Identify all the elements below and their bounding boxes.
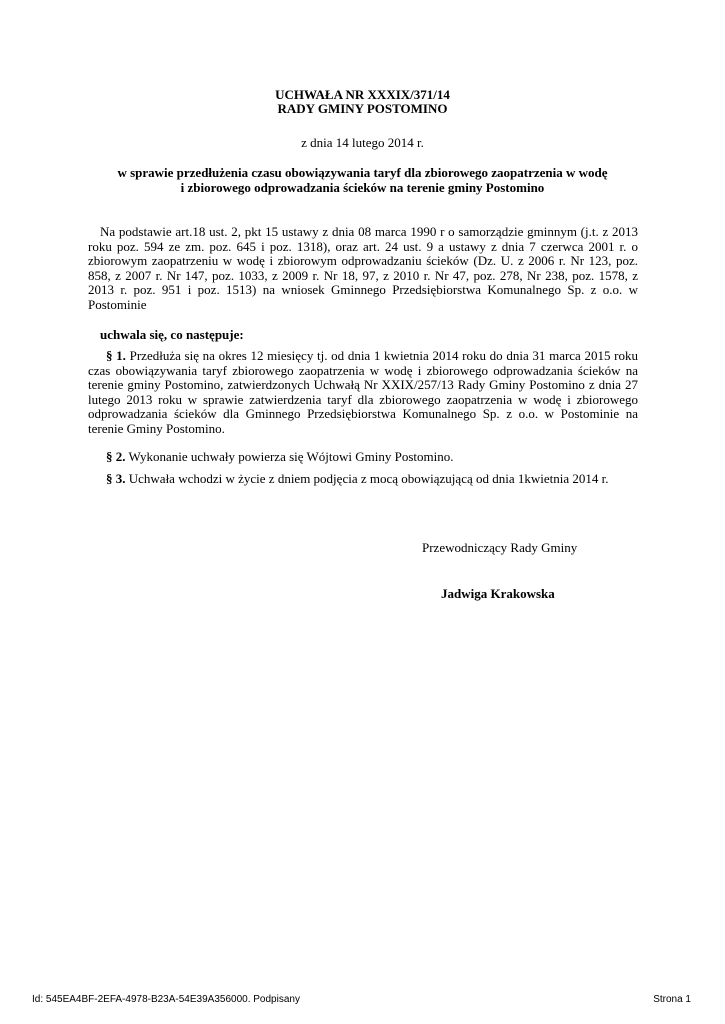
paragraph-2-text: Wykonanie uchwały powierza się Wójtowi Gminy Postomino. — [128, 449, 454, 464]
paragraph-1-text: Przedłuża się na okres 12 miesięcy tj. od dnia 1 kwietnia 2014 roku do dnia 31 marca 2015 roku czas obowiązywania taryf zbiorowego zaopatrzenia w wodę i zbiorowego odprowadzania ścieków na terenie gminy Postomino, zatwierdzonych Uchwałą Nr XXIX/257/13 Rady Gminy Postomino z dnia 27 lutego 2013 roku w sprawie zatwierdzenia taryf dla zbiorowego zaopatrzenia w wodę i zbiorowego odprowadzania ścieków dla Gminnego Przedsiębiorstwa Komunalnego Sp. z o.o. w Postominie na terenie Gminy Postomino. — [88, 348, 639, 436]
title-line-1: UCHWAŁA NR XXXIX/371/14 — [275, 87, 450, 102]
document-id-footer: Id: 545EA4BF-2EFA-4978-B23A-54E39A356000. Podpisany — [32, 994, 300, 1005]
resolution-title — [0, 88, 725, 116]
paragraph-2-label: § 2. — [106, 449, 126, 464]
signature-role: Przewodniczący Rady Gminy — [422, 540, 578, 555]
resolution-subject — [60, 165, 665, 195]
resolution-date: z dnia 14 lutego 2014 r. — [301, 135, 424, 150]
paragraph-1 — [88, 349, 638, 437]
resolved-statement: uchwala się, co następuje: — [100, 327, 244, 342]
legal-basis: Na podstawie art.18 ust. 2, pkt 15 ustawy z dnia 08 marca 1990 r o samorządzie gminnym (j.t. z 2013 roku poz. 594 ze zm. poz. 645 i poz. 1318), oraz art. 24 ust. 9 a ustawy z dnia 7 czerwca 2001 r. o zbiorowym zaopatrzeniu w wodę i zbiorowym odprowadzaniu ścieków (Dz. U. z 2006 r. Nr 123, poz. 858, z 2007 r. Nr 147, poz. 1033, z 2009 r. Nr 18, 97, z 2010 r. Nr 47, poz. 278, Nr 238, poz. 1578, z 2013 r. poz. 951 i poz. 1513) na wniosek Gminnego Przedsiębiorstwa Komunalnego Sp. z o.o. w Postominie — [88, 224, 638, 312]
subject-line-2: i zbiorowego odprowadzania ścieków na terenie gminy Postomino — [180, 180, 545, 195]
subject-line-1: w sprawie przedłużenia czasu obowiązywania taryf dla zbiorowego zaopatrzenia w wodę — [117, 165, 608, 180]
paragraph-3-text: Uchwała wchodzi w życie z dniem podjęcia z mocą obowiązującą od dnia 1kwietnia 2014 r. — [128, 471, 609, 486]
paragraph-3 — [88, 472, 638, 487]
title-line-2: RADY GMINY POSTOMINO — [277, 101, 448, 116]
paragraph-1-label: § 1. — [106, 348, 126, 363]
paragraph-2 — [88, 450, 638, 465]
signature-name: Jadwiga Krakowska — [441, 586, 555, 601]
paragraph-3-label: § 3. — [106, 471, 126, 486]
page-number: Strona 1 — [653, 994, 691, 1005]
